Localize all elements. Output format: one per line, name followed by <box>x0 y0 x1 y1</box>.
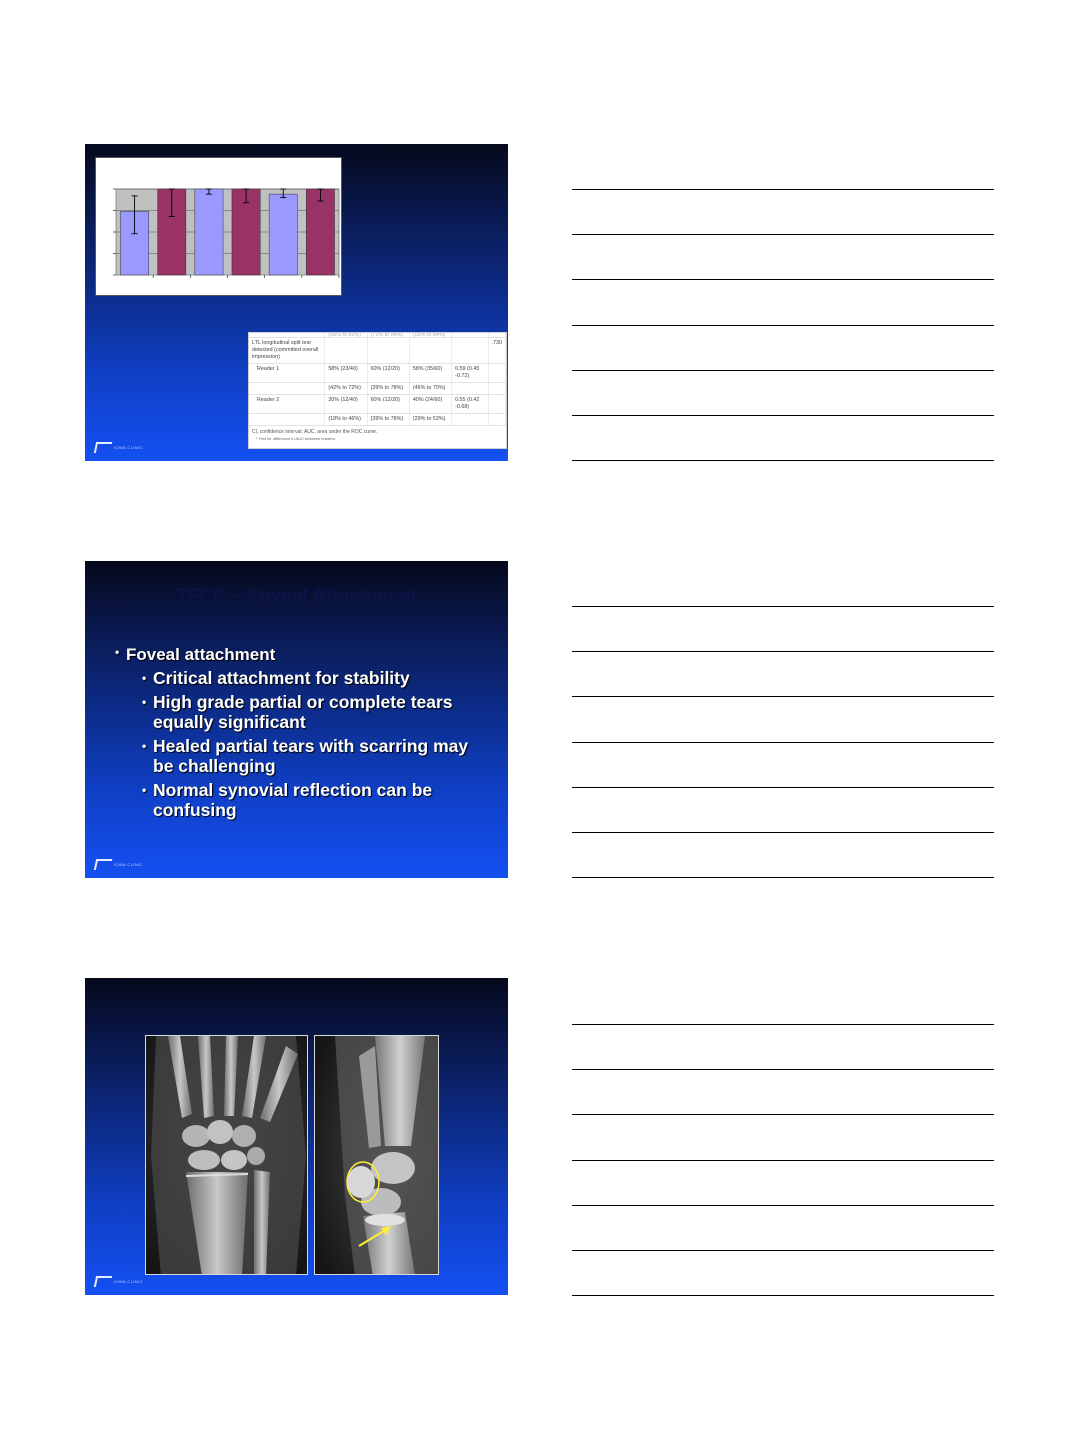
note-line <box>572 1205 994 1206</box>
bullet-item: • Foveal attachment • Critical attachment for stability • High grade partial or complete tears equally significant • Healed partial tears with scarring may be challenging • Normal synovial reflection can be confusing <box>115 645 475 820</box>
wrist-lateral-image <box>315 1036 439 1275</box>
note-line <box>572 189 994 190</box>
note-line <box>572 1295 994 1296</box>
wrist-radiograph-lateral <box>314 1035 439 1275</box>
note-line <box>572 1160 994 1161</box>
table-row: LTL longitudinal split tear detected (committed overall impression) .730 <box>249 338 506 364</box>
table-footnote: CI, confidence interval; AUC, area under the ROC curve. * Test for difference in AUC between readers. <box>252 429 378 442</box>
results-table <box>248 332 507 449</box>
clinic-logo: IOWA CLINIC <box>95 442 143 453</box>
table-row: Reader 1 58% (23/40) 60% (12/20) 58% (35/60) 0.59 (0.45 -0.72) <box>249 364 506 383</box>
logo-mark-icon <box>94 859 112 870</box>
sub-bullet-item: • Normal synovial reflection can be confusing <box>142 780 475 820</box>
bar <box>195 189 223 275</box>
note-line <box>572 1069 994 1070</box>
bullet-list <box>115 645 475 824</box>
bar <box>306 189 334 275</box>
table-row: (42% to 72%) (39% to 78%) (46% to 70%) <box>249 383 506 395</box>
slide-3 <box>85 978 508 1295</box>
note-line <box>572 742 994 743</box>
slide-1 <box>85 144 508 461</box>
note-line <box>572 651 994 652</box>
note-line <box>572 787 994 788</box>
note-line <box>572 415 994 416</box>
note-line <box>572 1024 994 1025</box>
bar-chart <box>95 157 342 296</box>
note-line <box>572 877 994 878</box>
note-line <box>572 832 994 833</box>
table-row: Reader 2 30% (12/40) 60% (12/20) 40% (24/60) 0.55 (0.42 -0.68) <box>249 395 506 414</box>
table-row: (18% to 46%) (39% to 78%) (29% to 53%) <box>249 414 506 426</box>
note-line <box>572 696 994 697</box>
slide-2 <box>85 561 508 878</box>
sub-bullet-list <box>142 668 475 820</box>
sub-bullet-item: • High grade partial or complete tears equally significant <box>142 692 475 732</box>
clinic-logo: IOWA CLINIC <box>95 859 143 870</box>
chart-canvas <box>96 158 343 297</box>
note-line <box>572 1250 994 1251</box>
note-line <box>572 370 994 371</box>
note-line <box>572 234 994 235</box>
sub-bullet-item: • Critical attachment for stability <box>142 668 475 688</box>
note-line <box>572 606 994 607</box>
bar <box>269 194 297 275</box>
slide-title: TFCC – Foveal Attachment <box>175 586 418 607</box>
wrist-ap-image <box>146 1036 308 1275</box>
wrist-radiograph-ap <box>145 1035 308 1275</box>
table-row-partial: (55% to 81%) (71% to 94%) (65% to 84%) <box>249 333 506 338</box>
logo-mark-icon <box>94 442 112 453</box>
note-line <box>572 460 994 461</box>
note-line <box>572 325 994 326</box>
logo-mark-icon <box>94 1276 112 1287</box>
note-line <box>572 279 994 280</box>
clinic-logo: IOWA CLINIC <box>95 1276 143 1287</box>
sub-bullet-item: • Healed partial tears with scarring may be challenging <box>142 736 475 776</box>
note-line <box>572 1114 994 1115</box>
